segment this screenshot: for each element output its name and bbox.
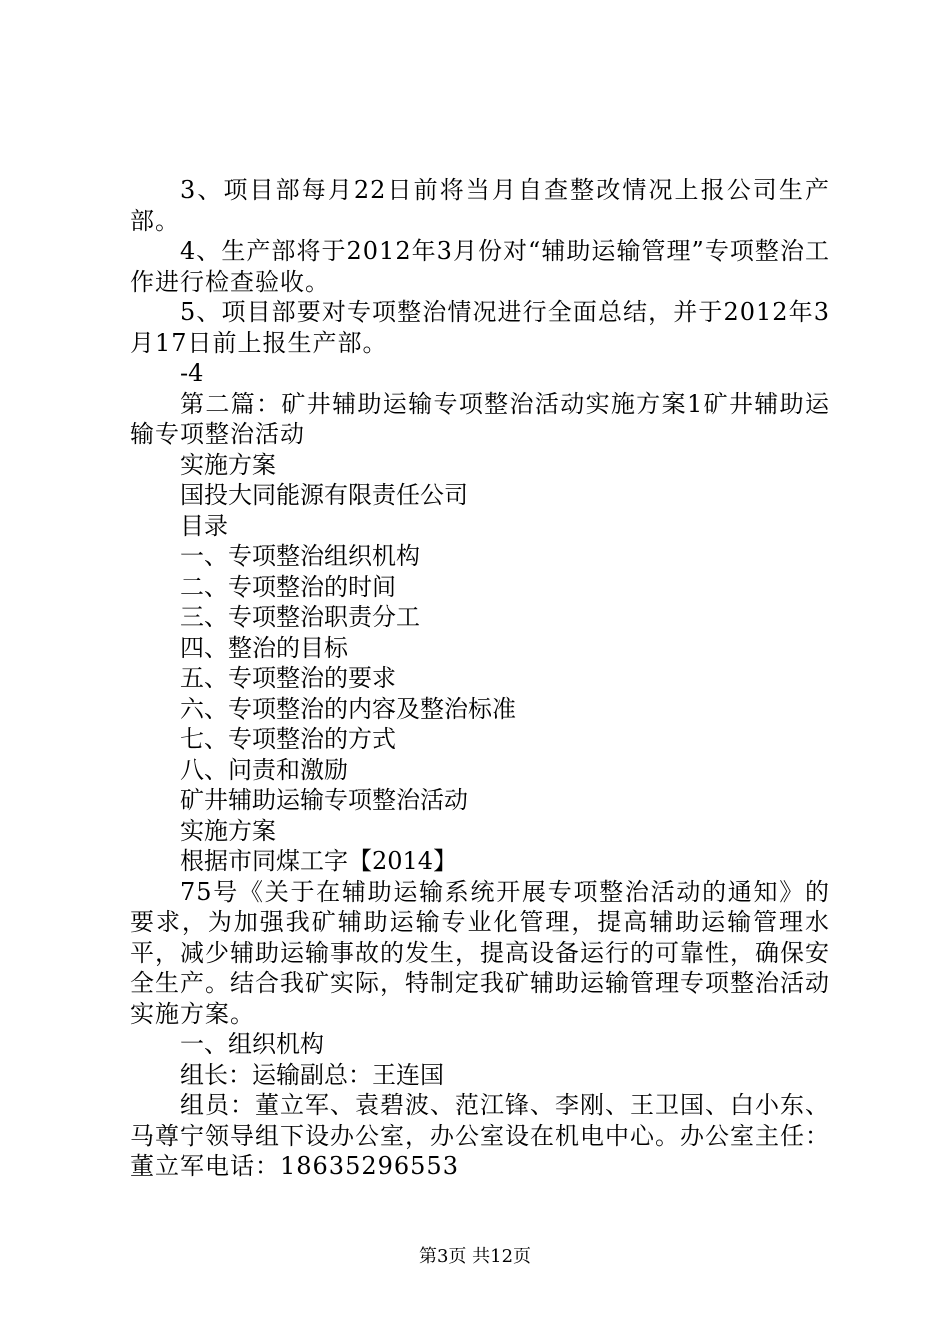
section-heading-part-two: 第二篇：矿井辅助运输专项整治活动实施方案1矿井辅助运输专项整治活动 xyxy=(130,389,830,448)
paragraph-item-3: 3、项目部每月22日前将当月自查整改情况上报公司生产部。 xyxy=(130,176,830,235)
section-heading-organization: 一、组织机构 xyxy=(180,1030,324,1058)
toc-item: 三、专项整治职责分工 xyxy=(180,603,420,631)
toc-item: 二、专项整治的时间 xyxy=(180,572,396,601)
toc-item: 八、问责和激励 xyxy=(180,755,348,784)
company-name: 国投大同能源有限责任公司 xyxy=(180,481,468,509)
activity-title: 矿井辅助运输专项整治活动 xyxy=(180,786,468,814)
toc-item: 四、整治的目标 xyxy=(180,633,348,662)
basis-line: 根据市同煤工字【2014】 xyxy=(180,847,458,875)
team-leader-line: 组长：运输副总：王连国 xyxy=(180,1060,444,1089)
paragraph-item-4: 4、生产部将于2012年3月份对“辅助运输管理”专项整治工作进行检查验收。 xyxy=(130,237,830,296)
page-marker: -4 xyxy=(180,359,204,387)
team-members-paragraph: 组员：董立军、袁碧波、范江锋、李刚、王卫国、白小东、马尊宁领导组下设办公室，办公室设在机电中心。办公室主任：董立军电话：18635296553 xyxy=(130,1091,830,1180)
body-paragraph: 75号《关于在辅助运输系统开展专项整治活动的通知》的要求，为加强我矿辅助运输专业化管理，提高辅助运输管理水平，减少辅助运输事故的发生，提高设备运行的可靠性，确保安全生产。结合我矿实际，特制定我矿辅助运输管理专项整治活动实施方案。 xyxy=(130,877,830,1028)
page-footer: 第3页 共12页 xyxy=(418,1246,532,1267)
toc-item: 六、专项整治的内容及整治标准 xyxy=(180,694,516,723)
toc-item: 五、专项整治的要求 xyxy=(180,664,396,692)
activity-subtitle: 实施方案 xyxy=(180,816,276,845)
toc-item: 七、专项整治的方式 xyxy=(180,725,396,753)
document-body xyxy=(130,175,830,1182)
subtitle-plan: 实施方案 xyxy=(180,450,276,479)
paragraph-item-5: 5、项目部要对专项整治情况进行全面总结，并于2012年3月17日前上报生产部。 xyxy=(130,298,830,357)
toc-heading: 目录 xyxy=(180,511,228,540)
toc-item: 一、专项整治组织机构 xyxy=(180,542,420,570)
